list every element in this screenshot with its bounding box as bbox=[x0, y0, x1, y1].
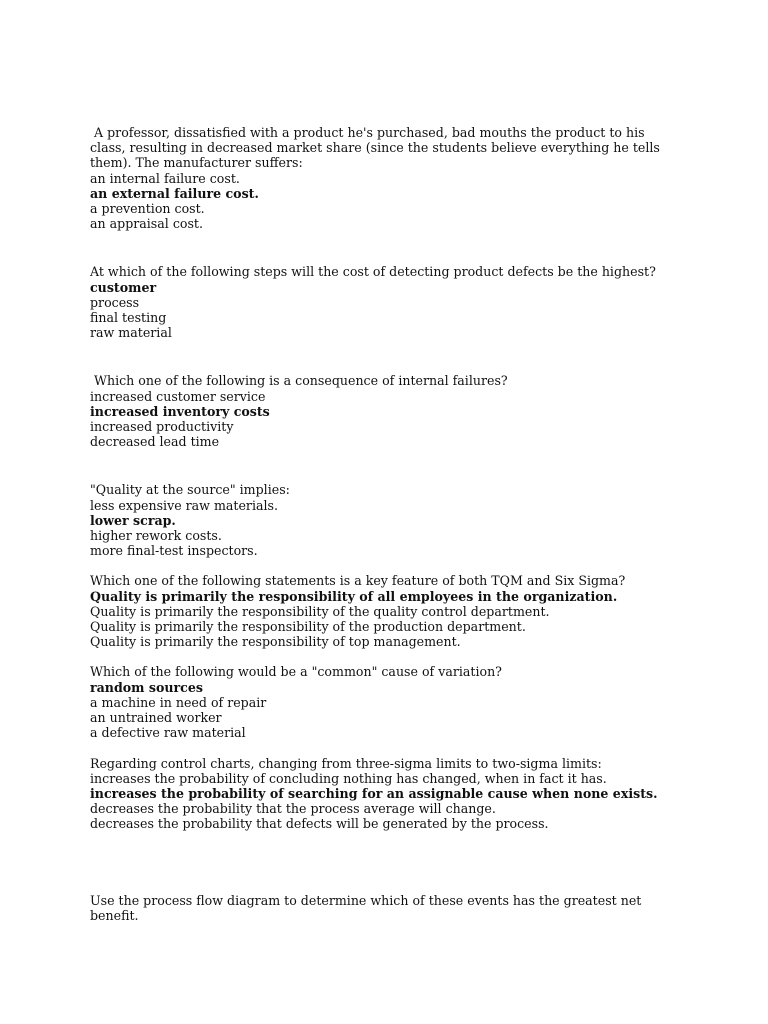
question-prompt: At which of the following steps will the cost of detecting product defects be the highest? bbox=[90, 264, 656, 280]
answer-option-correct: random sources bbox=[90, 679, 203, 695]
answer-option: decreases the probability that the process average will change. bbox=[90, 801, 496, 817]
answer-option: increased productivity bbox=[90, 419, 234, 435]
answer-option: more final-test inspectors. bbox=[90, 543, 258, 559]
answer-option: decreased lead time bbox=[90, 434, 220, 450]
answer-option: less expensive raw materials. bbox=[90, 497, 278, 513]
question-prompt: Regarding control charts, changing from three-sigma limits to two-sigma limits: bbox=[90, 755, 602, 771]
answer-option: an appraisal cost. bbox=[90, 216, 203, 232]
answer-option: a machine in need of repair bbox=[90, 694, 267, 710]
question-prompt: A professor, dissatisfied with a product he's purchased, bad mouths the product to his class, resulting in decreased market share (since the students believe everything he tells them). The manufacturer suffers: bbox=[90, 125, 664, 171]
question-5 bbox=[90, 573, 670, 649]
answer-option-correct: increases the probability of searching for an assignable cause when none exists. bbox=[90, 785, 658, 801]
question-6 bbox=[90, 664, 670, 740]
answer-option: decreases the probability that defects will be generated by the process. bbox=[90, 816, 549, 832]
answer-option: a defective raw material bbox=[90, 725, 246, 741]
answer-option: Quality is primarily the responsibility of the production department. bbox=[90, 619, 526, 635]
answer-option: higher rework costs. bbox=[90, 528, 222, 544]
answer-option: final testing bbox=[90, 310, 167, 326]
answer-option: an untrained worker bbox=[90, 710, 222, 726]
answer-option: increases the probability of concluding nothing has changed, when in fact it has. bbox=[90, 770, 607, 786]
answer-option: increased customer service bbox=[90, 388, 266, 404]
document-page bbox=[90, 125, 670, 923]
question-prompt: Which of the following would be a "common" cause of variation? bbox=[90, 664, 502, 680]
answer-option: raw material bbox=[90, 325, 172, 341]
question-1 bbox=[90, 125, 670, 231]
answer-option: Quality is primarily the responsibility of the quality control department. bbox=[90, 603, 550, 619]
answer-option: an internal failure cost. bbox=[90, 170, 240, 186]
question-prompt: "Quality at the source" implies: bbox=[90, 482, 290, 498]
answer-option-correct: lower scrap. bbox=[90, 512, 176, 528]
question-3 bbox=[90, 373, 670, 449]
answer-option-correct: Quality is primarily the responsibility of all employees in the organization. bbox=[90, 588, 618, 604]
question-2 bbox=[90, 264, 670, 340]
answer-option: Quality is primarily the responsibility of top management. bbox=[90, 634, 461, 650]
answer-option: a prevention cost. bbox=[90, 201, 205, 217]
answer-option-correct: an external failure cost. bbox=[90, 185, 259, 201]
question-prompt: Which one of the following is a consequence of internal failures? bbox=[90, 373, 508, 389]
answer-option-correct: customer bbox=[90, 279, 157, 295]
answer-option-correct: increased inventory costs bbox=[90, 403, 270, 419]
question-prompt: Use the process flow diagram to determine which of these events has the greatest net benefit. bbox=[90, 892, 646, 923]
question-prompt: Which one of the following statements is a key feature of both TQM and Six Sigma? bbox=[90, 573, 626, 589]
question-4 bbox=[90, 482, 670, 558]
question-7 bbox=[90, 756, 670, 832]
answer-option: process bbox=[90, 294, 140, 310]
question-8 bbox=[90, 893, 670, 923]
